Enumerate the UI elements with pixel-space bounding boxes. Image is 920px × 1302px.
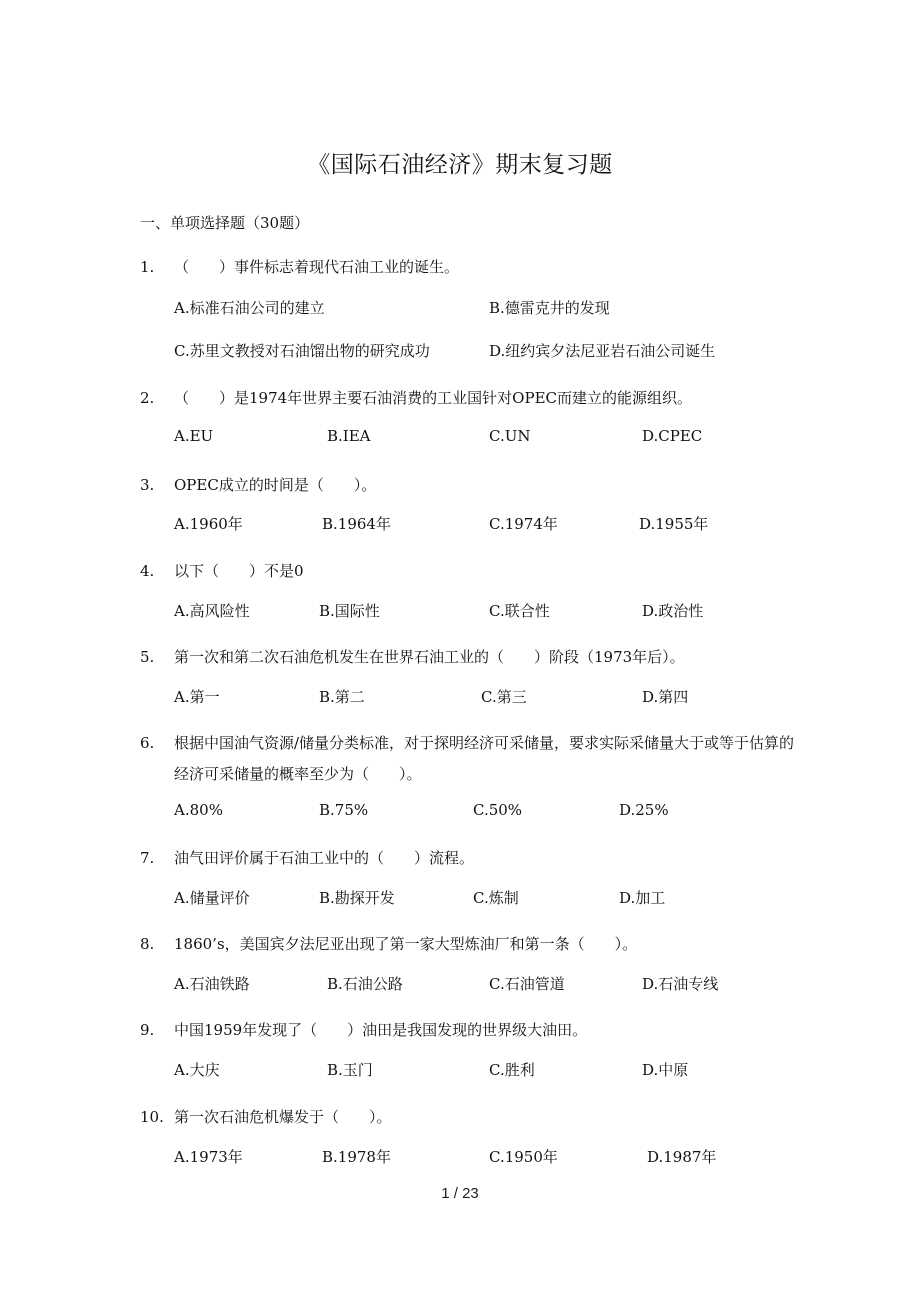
option-c: C.50% — [473, 801, 523, 819]
option-a: A.石油铁路 — [174, 975, 250, 993]
option-d: D.25% — [619, 801, 669, 819]
question-number: 2. — [140, 389, 155, 407]
option-a: A.EU — [174, 427, 214, 445]
question-number: 10. — [140, 1108, 164, 1126]
option-c: C.1950年 — [489, 1148, 558, 1166]
question-number: 9. — [140, 1021, 155, 1039]
option-b: B.国际性 — [319, 602, 380, 620]
option-b: B.75% — [319, 801, 369, 819]
option-a: A.80% — [174, 801, 223, 819]
question-stem: 第一次石油危机爆发于（ ）。 — [174, 1108, 392, 1126]
question-2 — [140, 383, 800, 414]
option-d: D.1955年 — [639, 515, 709, 533]
options-row — [174, 801, 774, 825]
question-stem: （ ）事件标志着现代石油工业的诞生。 — [174, 258, 460, 276]
option-b: B.IEA — [327, 427, 371, 445]
option-a: A.标准石油公司的建立 — [174, 299, 325, 317]
question-stem: 第一次和第二次石油危机发生在世界石油工业的（ ）阶段（1973年后）。 — [174, 648, 685, 666]
options-row — [174, 887, 774, 911]
option-c: C.第三 — [481, 688, 527, 706]
question-stem: 1860’s，美国宾夕法尼亚出现了第一家大型炼油厂和第一条（ ）。 — [174, 935, 638, 953]
option-a: A.大庆 — [174, 1061, 220, 1079]
option-c: C.石油管道 — [489, 975, 565, 993]
section-heading: 一、单项选择题（30题） — [140, 214, 310, 232]
option-b: B.第二 — [319, 688, 365, 706]
question-number: 3. — [140, 476, 155, 494]
page-indicator: 1 / 23 — [441, 1185, 479, 1202]
options-row — [174, 686, 774, 710]
option-a: A.1973年 — [174, 1148, 243, 1166]
document-title: 《国际石油经济》期末复习题 — [307, 152, 613, 178]
question-9 — [140, 1015, 800, 1046]
question-number: 8. — [140, 935, 155, 953]
option-d: D.加工 — [619, 889, 666, 907]
question-7 — [140, 843, 800, 874]
question-3 — [140, 470, 800, 501]
question-number: 7. — [140, 849, 155, 867]
question-stem: OPEC成立的时间是（ ）。 — [174, 476, 377, 494]
option-a: A.高风险性 — [174, 602, 250, 620]
option-c: C.联合性 — [489, 602, 550, 620]
option-d: D.1987年 — [647, 1148, 717, 1166]
option-d: D.中原 — [642, 1061, 689, 1079]
option-d: D.第四 — [642, 688, 689, 706]
option-a: A.1960年 — [174, 515, 243, 533]
question-number: 5. — [140, 648, 155, 666]
option-c: C.炼制 — [473, 889, 519, 907]
option-c: C.UN — [489, 427, 531, 445]
question-6 — [140, 728, 800, 790]
question-5 — [140, 642, 800, 673]
question-8 — [140, 929, 800, 960]
question-number: 6. — [140, 734, 155, 752]
option-d: D.CPEC — [642, 427, 703, 445]
options-row — [174, 1059, 774, 1083]
option-b: B.1978年 — [322, 1148, 391, 1166]
question-4 — [140, 556, 800, 587]
option-b: B.1964年 — [322, 515, 391, 533]
option-d: D.纽约宾夕法尼亚岩石油公司诞生 — [489, 342, 716, 360]
option-d: D.政治性 — [642, 602, 704, 620]
option-d: D.石油专线 — [642, 975, 719, 993]
options-row — [174, 513, 774, 537]
question-number: 4. — [140, 562, 155, 580]
options-row — [174, 973, 774, 997]
question-stem: 油气田评价属于石油工业中的（ ）流程。 — [174, 849, 475, 867]
question-number: 1. — [140, 258, 155, 276]
question-stem: 根据中国油气资源/储量分类标准，对于探明经济可采储量，要求实际采储量大于或等于估算的经济可采储量的概率至少为（ ）。 — [174, 734, 795, 783]
option-c: C.苏里文教授对石油馏出物的研究成功 — [174, 342, 430, 360]
option-a: A.储量评价 — [174, 889, 250, 907]
options-row — [174, 297, 774, 321]
option-b: B.勘探开发 — [319, 889, 395, 907]
question-1 — [140, 252, 800, 283]
option-b: B.玉门 — [327, 1061, 373, 1079]
question-stem: 以下（ ）不是0 — [174, 562, 304, 580]
option-b: B.石油公路 — [327, 975, 403, 993]
question-10 — [140, 1102, 800, 1133]
options-row — [174, 340, 774, 364]
options-row — [174, 427, 774, 451]
options-row — [174, 600, 774, 624]
options-row — [174, 1146, 774, 1170]
option-a: A.第一 — [174, 688, 220, 706]
question-stem: 中国1959年发现了（ ）油田是我国发现的世界级大油田。 — [174, 1021, 588, 1039]
option-c: C.1974年 — [489, 515, 558, 533]
option-b: B.德雷克井的发现 — [489, 299, 610, 317]
option-c: C.胜利 — [489, 1061, 535, 1079]
question-stem: （ ）是1974年世界主要石油消费的工业国针对OPEC而建立的能源组织。 — [174, 389, 692, 407]
